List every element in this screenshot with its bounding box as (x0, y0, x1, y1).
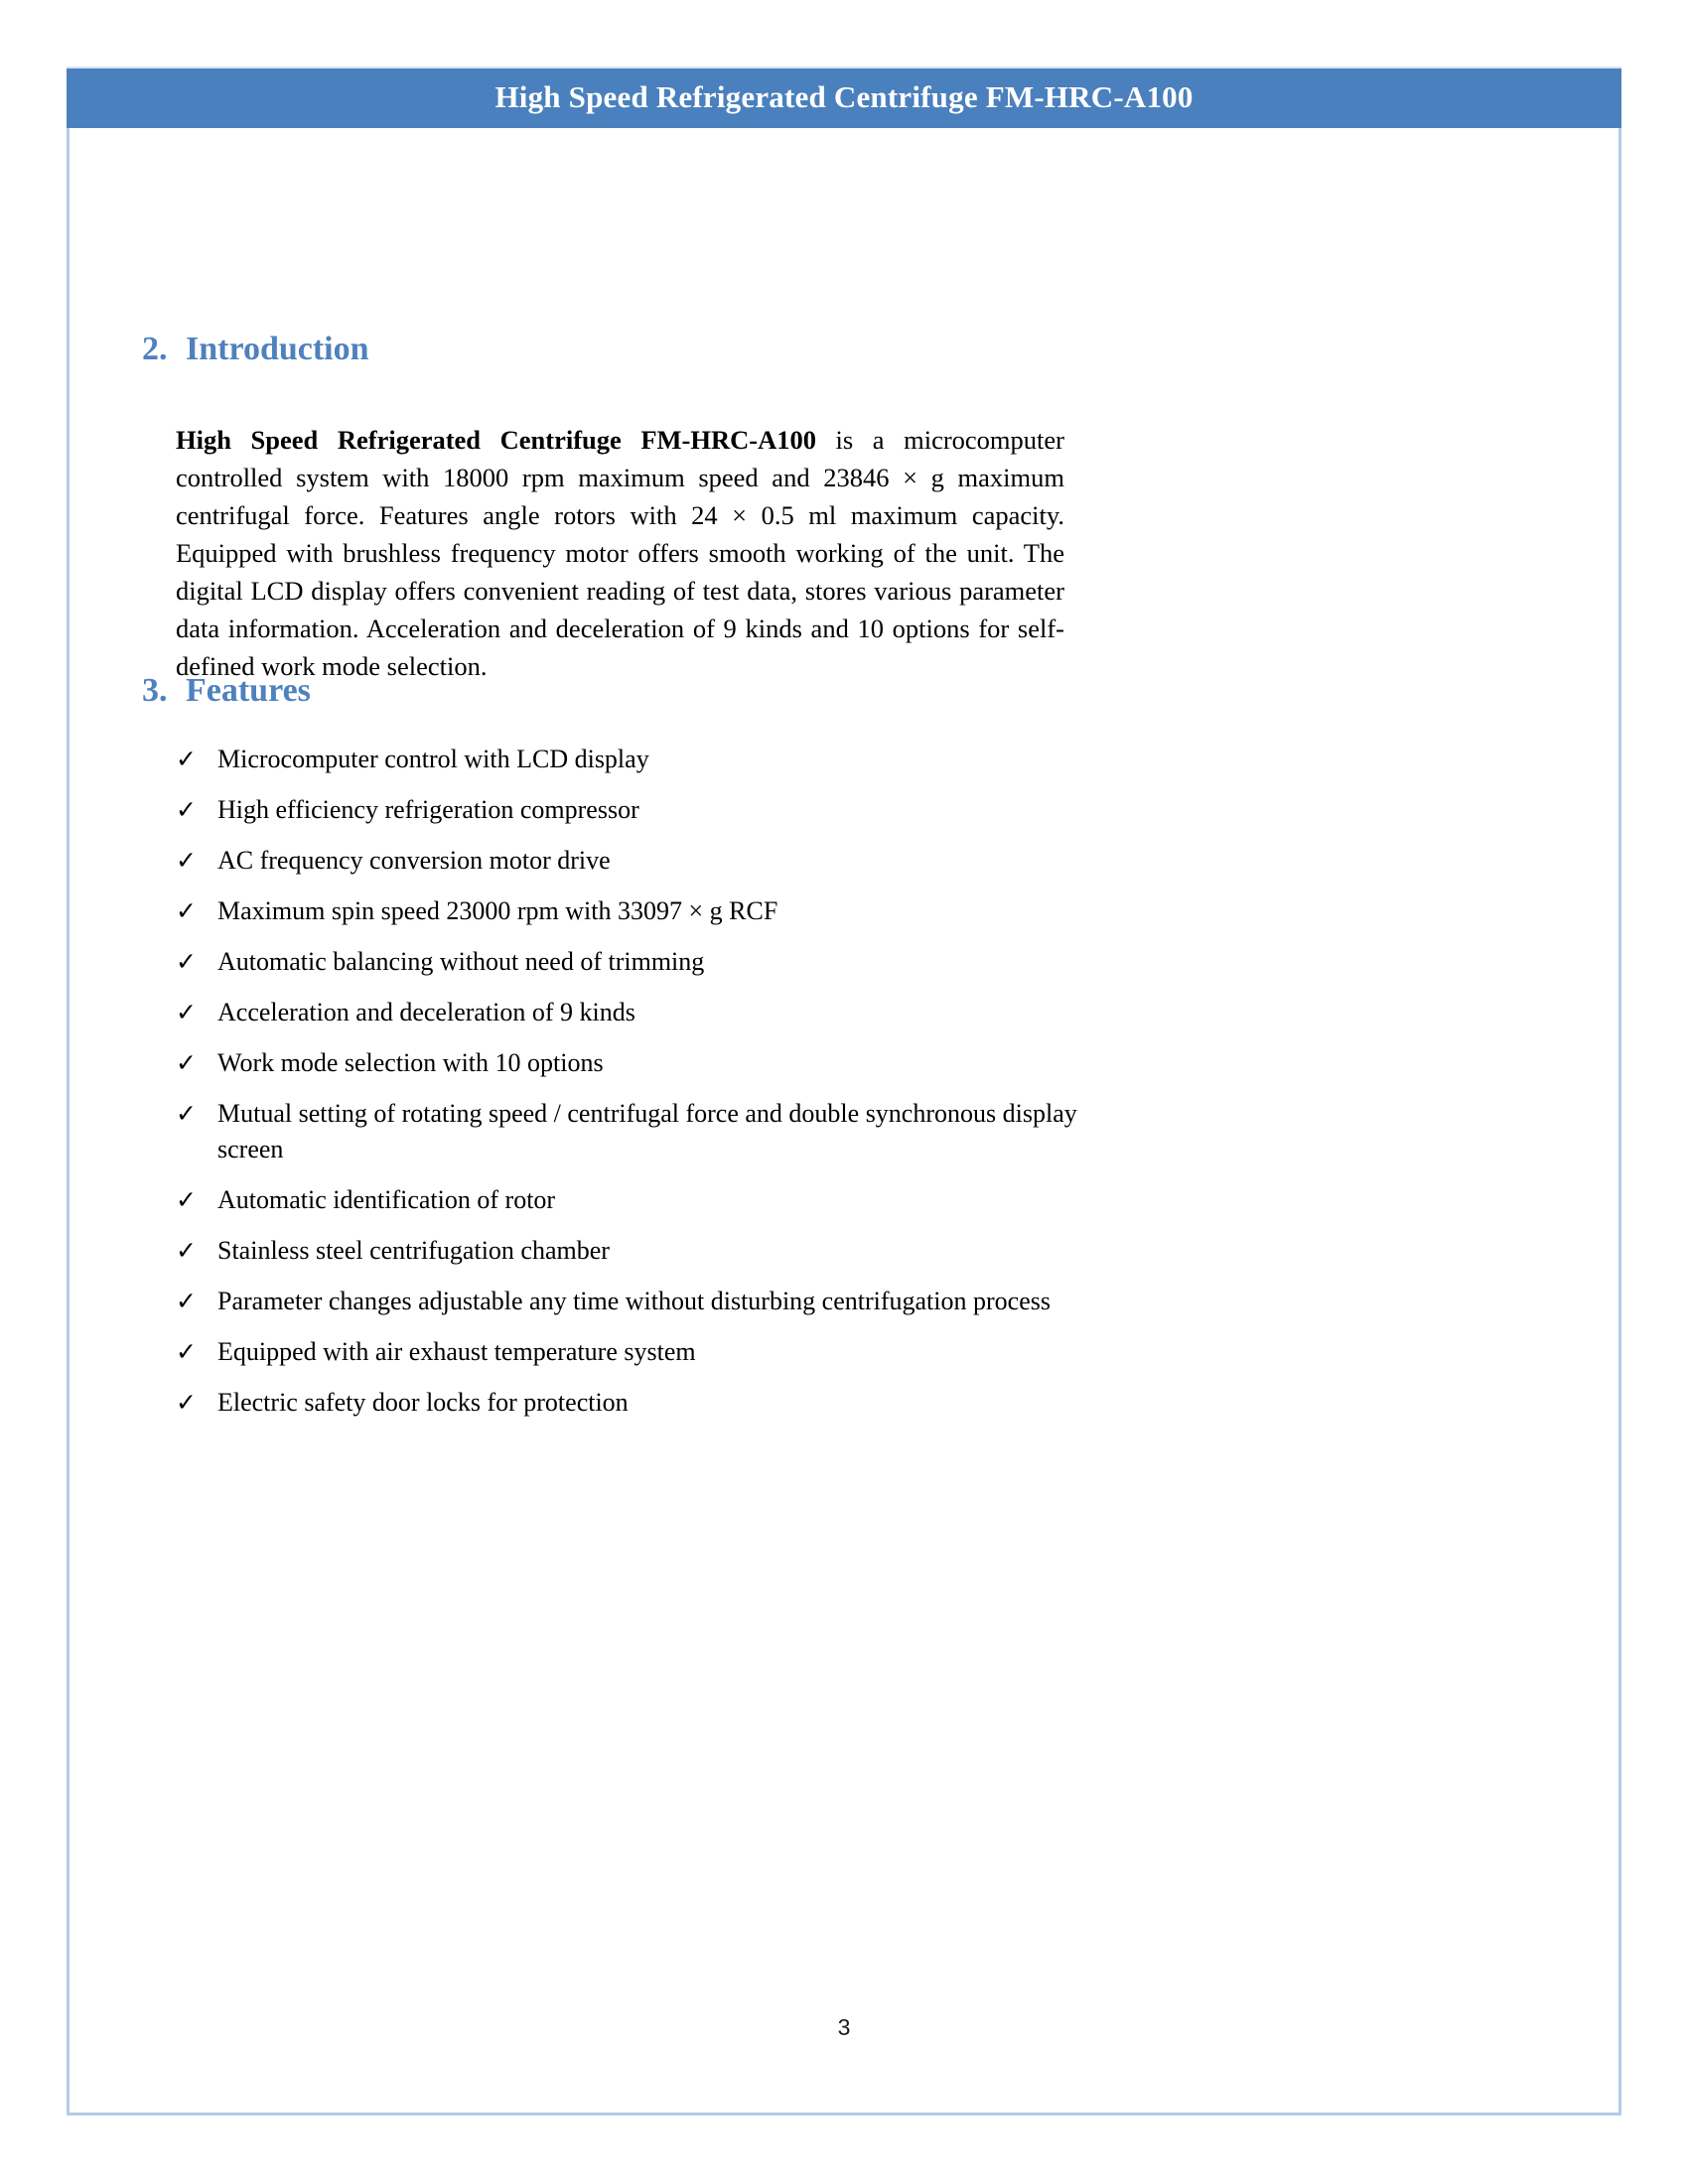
checkmark-icon: ✓ (176, 1337, 197, 1366)
list-item (176, 893, 1099, 929)
section-number-introduction: 2. (142, 331, 168, 367)
checkmark-icon: ✓ (176, 745, 197, 773)
list-item-label: Work mode selection with 10 options (217, 1048, 604, 1077)
checkmark-icon: ✓ (176, 1388, 197, 1417)
list-item (176, 944, 1099, 980)
list-item-label: Parameter changes adjustable any time without disturbing centrifugation process (217, 1287, 1051, 1315)
checkmark-icon: ✓ (176, 795, 197, 824)
features-checklist (176, 742, 1099, 1435)
list-item-label: AC frequency conversion motor drive (217, 846, 611, 875)
list-item-label: Acceleration and deceleration of 9 kinds (217, 998, 635, 1026)
document-title: High Speed Refrigerated Centrifuge FM-HRC-A100 (494, 79, 1194, 114)
checkmark-icon: ✓ (176, 998, 197, 1026)
checkmark-icon: ✓ (176, 1185, 197, 1214)
list-item-label: Equipped with air exhaust temperature system (217, 1337, 696, 1366)
page-number: 3 (837, 2014, 851, 2040)
list-item-label: Automatic balancing without need of trimming (217, 947, 705, 976)
checkmark-icon: ✓ (176, 846, 197, 875)
list-item-label: Stainless steel centrifugation chamber (217, 1236, 610, 1265)
section-title-introduction: Introduction (186, 331, 369, 367)
list-item (176, 792, 1099, 828)
checkmark-icon: ✓ (176, 1099, 197, 1128)
list-item-label: High efficiency refrigeration compressor (217, 795, 639, 824)
list-item-label: Mutual setting of rotating speed / centrifugal force and double synchronous display screen (217, 1099, 1077, 1163)
page-content (67, 128, 1621, 2116)
checkmark-icon: ✓ (176, 896, 197, 925)
list-item (176, 1284, 1099, 1319)
checkmark-icon: ✓ (176, 1048, 197, 1077)
list-item-label: Electric safety door locks for protection (217, 1388, 629, 1417)
list-item (176, 1182, 1099, 1218)
list-item (176, 1045, 1099, 1081)
list-item-label: Microcomputer control with LCD display (217, 745, 649, 773)
list-item (176, 1096, 1099, 1167)
list-item (176, 1385, 1099, 1421)
checkmark-icon: ✓ (176, 1236, 197, 1265)
document-title-banner (67, 67, 1621, 128)
checkmark-icon: ✓ (176, 1287, 197, 1315)
list-item (176, 995, 1099, 1030)
list-item (176, 843, 1099, 879)
list-item-label: Automatic identification of rotor (217, 1185, 556, 1214)
checkmark-icon: ✓ (176, 947, 197, 976)
section-title-features: Features (186, 672, 311, 709)
section-heading-introduction (142, 331, 369, 368)
list-item (176, 1233, 1099, 1269)
list-item-label: Maximum spin speed 23000 rpm with 33097 × g RCF (217, 896, 778, 925)
introduction-body-text: is a microcomputer controlled system with 18000 rpm maximum speed and 23846 × g maximum centrifugal force. Features angle rotors with 24 × 0.5 ml maximum capacity. Equipped with brushless frequency motor offers smooth working of the unit. The digital LCD display offers convenient reading of test data, stores various parameter data information. Acceleration and deceleration of 9 kinds and 10 options for self-defined work mode selection. (176, 424, 1064, 681)
section-number-features: 3. (142, 672, 168, 709)
list-item (176, 742, 1099, 777)
product-name-bold: High Speed Refrigerated Centrifuge FM-HRC-A100 (176, 424, 816, 455)
introduction-paragraph (176, 421, 1064, 685)
section-heading-features (142, 672, 311, 710)
list-item (176, 1334, 1099, 1370)
